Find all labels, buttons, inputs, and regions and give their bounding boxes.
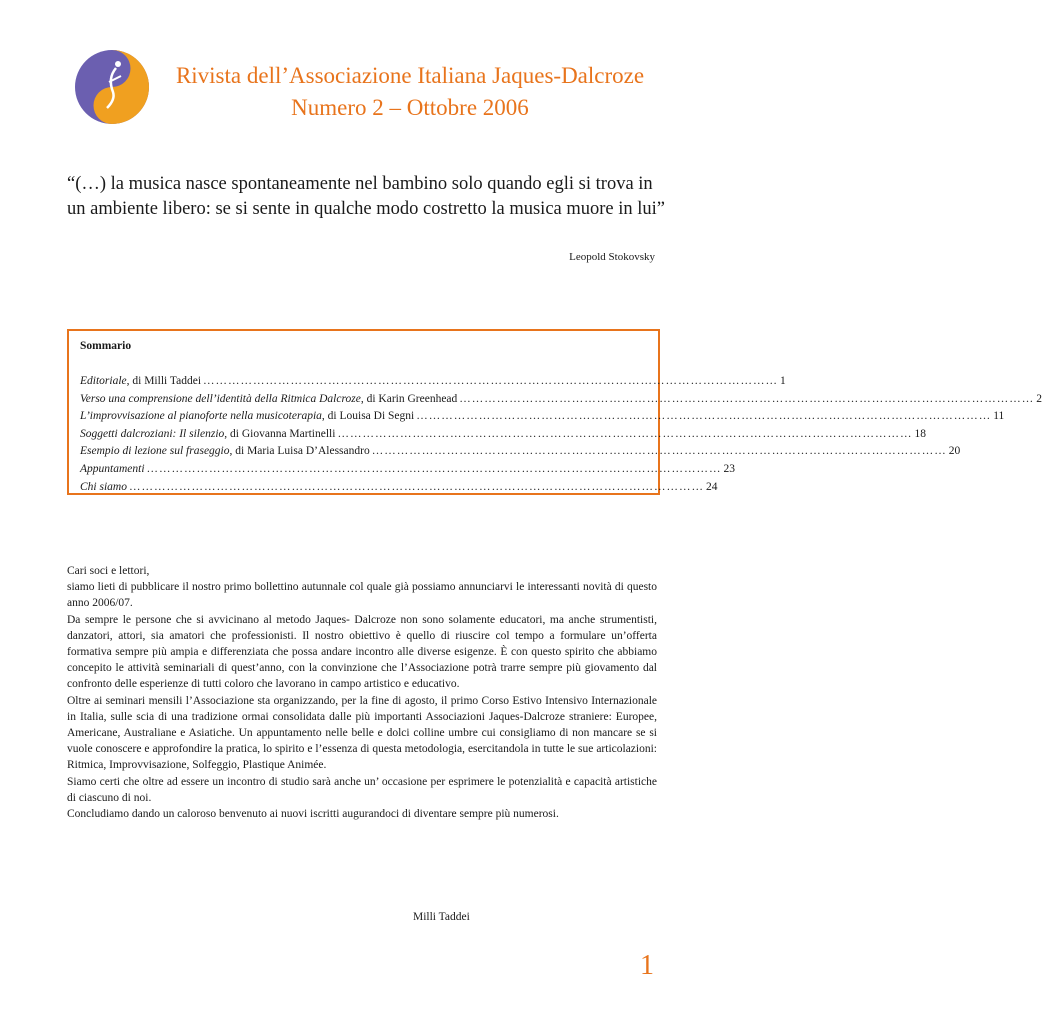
epigraph-quote: “(…) la musica nasce spontaneamente nel bambino solo quando egli si trova in un ambiente libero: se si sente in qualche modo costretto la musica muore in lui” — [67, 174, 666, 219]
toc-item-author: , di Giovanna Martinelli — [224, 427, 336, 440]
toc-item-author: , di Karin Greenhead — [360, 392, 458, 405]
toc-item-page: 18 — [914, 427, 926, 440]
toc-item-title: Esempio di lezione sul fraseggio — [80, 445, 230, 458]
toc-item[interactable] — [80, 408, 1005, 426]
paragraph: Oltre ai seminari mensili l’Associazione sta organizzando, per la fine di agosto, il primo Corso Estivo Intensivo Internazionale in Italia, sulle scia di una tradizione ormai consolidata dalle più importanti Associazioni Jaques-Dalcroze straniere: Europee, Americane, Australiane e Asiatiche. Un appuntamento nelle belle e dolci colline umbre cui consigliamo di non mancare se si vuole conoscere e approfondire la pratica, lo spirito e l’essenza di questa metodologia, esercitandola in tutte le sue articolazioni: Ritmica, Improvvisazione, Solfeggio, Plastique Animée. — [67, 694, 657, 772]
toc-item-title: Editoriale — [80, 375, 127, 387]
toc-heading: Sommario — [80, 340, 132, 352]
toc-leader: ………………………………………………………………………………………………………………………… — [146, 462, 722, 475]
editorial-body — [67, 563, 657, 822]
quote-author: Leopold Stokovsky — [569, 251, 655, 263]
toc-item-title: Verso una comprensione dell’identità della Ritmica Dalcroze — [80, 392, 361, 405]
table-of-contents — [67, 329, 1042, 495]
toc-item[interactable] — [80, 461, 736, 479]
signature: Milli Taddei — [413, 911, 470, 923]
toc-item-page: 24 — [705, 480, 718, 493]
toc-list — [80, 373, 1042, 496]
paragraph: Concludiamo dando un caloroso benvenuto ai nuovi iscritti augurandoci di diventare sempre più numerosi. — [67, 808, 559, 821]
issue-number: Numero 2 – Ottobre 2006 — [291, 95, 529, 120]
toc-item-author: , di Maria Luisa D’Alessandro — [229, 445, 370, 458]
toc-item-title: Chi siamo — [80, 480, 127, 493]
toc-item-title: L’improvvisazione al pianoforte nella musicoterapia — [80, 410, 322, 423]
paragraph: Siamo certi che oltre ad essere un incontro di studio sarà anche un’ occasione per esprimere le potenzialità e capacità artistiche di ciascuno di noi. — [67, 775, 657, 804]
toc-item-page: 1 — [780, 375, 786, 387]
toc-leader: ………………………………………………………………………………………………………………………… — [459, 392, 1035, 405]
toc-item[interactable] — [80, 426, 926, 444]
toc-leader: ………………………………………………………………………………………………………………………… — [203, 375, 779, 387]
paragraph: Da sempre le persone che si avvicinano al metodo Jaques- Dalcroze non sono solamente educatori, ma anche strumentisti, danzatori, attori, sia amatori che professionisti. Il nostro obiettivo è quello di riuscire col tempo a formulare un’offerta formativa sempre più ampia e differenziata che possa andare incontro alle diverse esigenze. È con questo spirito che abbiamo concepito le attività seminariali di quest’anno, con la convinzione che l’Associazione potrà trarre sempre più giovamento dal confronto delle esperienze di tutti coloro che lavorano in campo artistico e educativo. — [67, 613, 657, 691]
paragraph: siamo lieti di pubblicare il nostro primo bollettino autunnale col quale già possiamo annunciarvi le interessanti novità di questo anno 2006/07. — [67, 581, 657, 610]
toc-item-title: Appuntamenti — [80, 462, 145, 475]
greeting: Cari soci e lettori, — [67, 565, 150, 577]
toc-item-title: Soggetti dalcroziani: Il silenzio — [80, 427, 225, 440]
toc-item-page: 23 — [723, 462, 736, 475]
toc-item-page: 20 — [948, 445, 961, 458]
toc-item-author: , di Milli Taddei — [126, 375, 202, 387]
aijd-logo — [73, 48, 151, 126]
toc-item-author: , di Louisa Di Segni — [321, 410, 415, 423]
toc-item-page: 2 — [1036, 392, 1042, 405]
toc-leader: ………………………………………………………………………………………………………………………… — [337, 427, 913, 440]
page-number: 1 — [640, 950, 654, 981]
toc-item-page: 11 — [993, 410, 1005, 423]
toc-item[interactable] — [80, 443, 961, 461]
toc-leader: ………………………………………………………………………………………………………………………… — [371, 445, 947, 458]
toc-leader: ………………………………………………………………………………………………………………………… — [416, 410, 992, 423]
toc-item[interactable] — [80, 373, 786, 391]
toc-leader: ………………………………………………………………………………………………………………………… — [128, 480, 704, 493]
toc-item[interactable] — [80, 391, 1042, 409]
toc-item[interactable] — [80, 479, 718, 497]
journal-title: Rivista dell’Associazione Italiana Jaques-Dalcroze — [175, 63, 645, 88]
